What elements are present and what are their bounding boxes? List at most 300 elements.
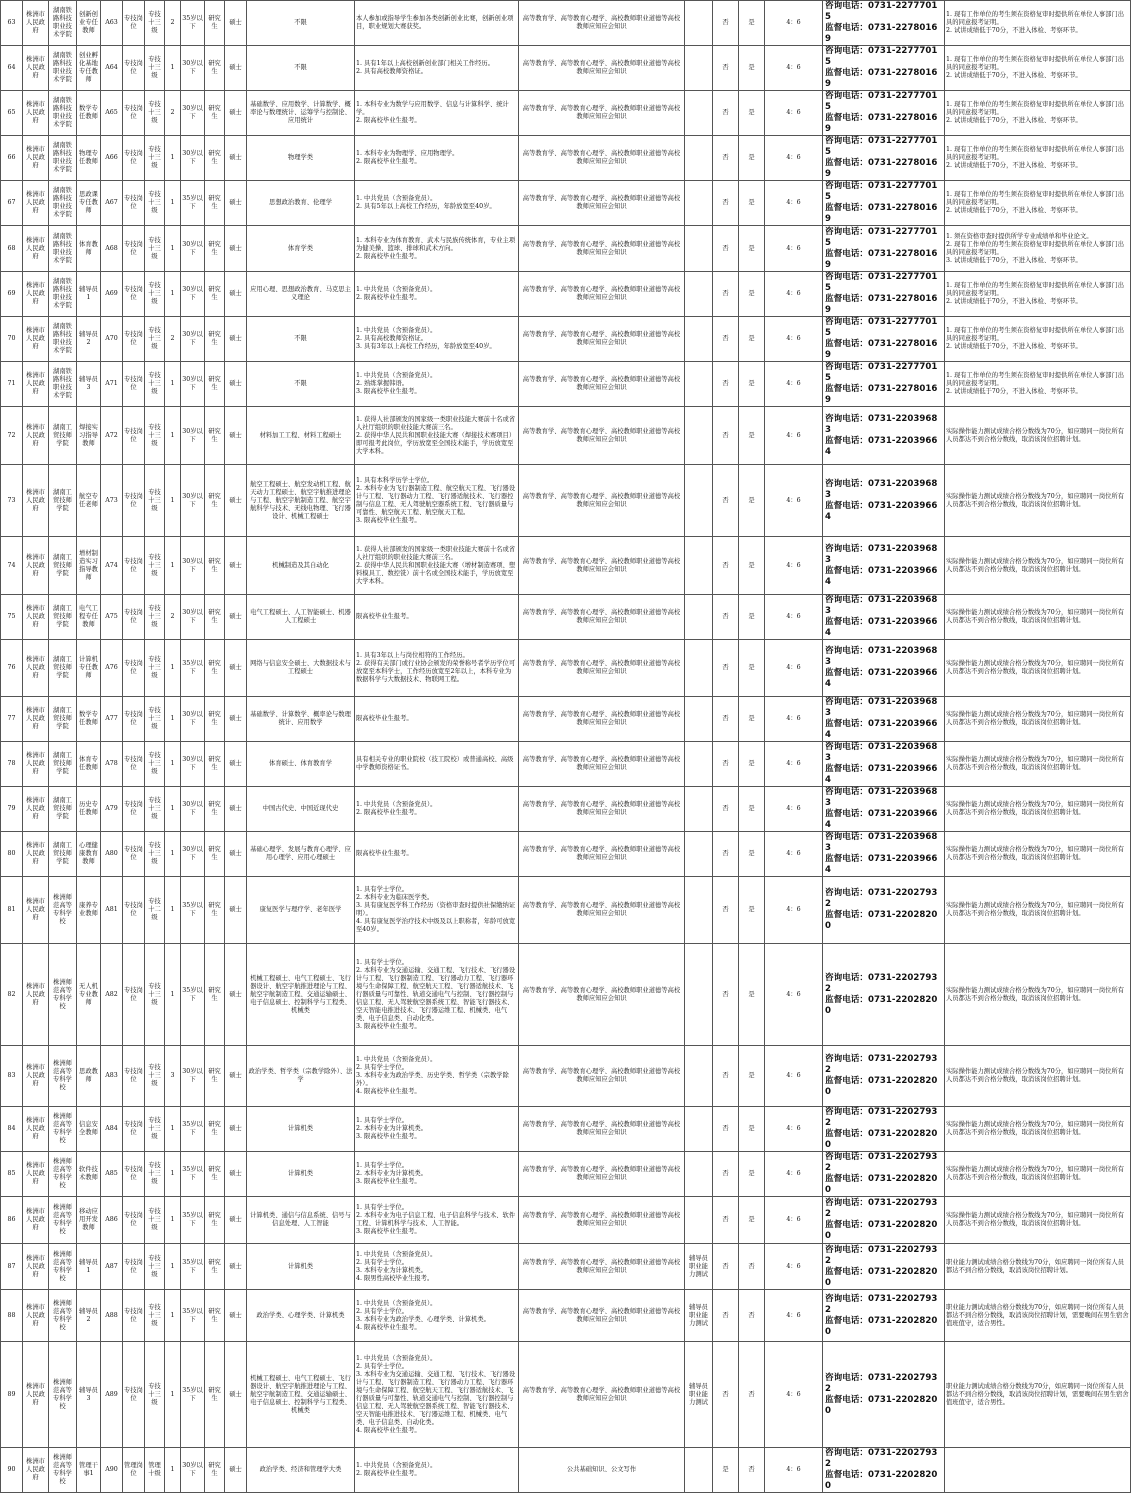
- major-requirement: 物理学类: [247, 136, 355, 181]
- contact-phones-line: 咨询电话：0731-22777015: [825, 181, 938, 202]
- major-requirement: 中国古代史、中国近现代史: [247, 787, 355, 832]
- education-requirement: 研究生: [205, 1107, 225, 1152]
- remarks-line: 实际操作能力测试成绩合格分数线为70分，如应聘同一岗位所有人员都达不到合格分数线，取消该岗位招聘计划。: [946, 1212, 1125, 1227]
- employer-unit: 株洲师范高等专科学校: [49, 877, 77, 944]
- exam-content: 高等教育学、高等教育心理学、高校教师职业道德等高校教师应知应会知识: [519, 1, 685, 46]
- skill-test: 辅导员职业能力测试: [685, 1342, 713, 1448]
- other-requirements: [355, 1046, 519, 1107]
- position-type: 专技岗位: [123, 1107, 145, 1152]
- row-number: 77: [1, 697, 23, 742]
- table-row: [1, 595, 1131, 640]
- position-type: 管理岗位: [123, 1448, 145, 1493]
- other-requirements-line: 2. 本科专业为交通运输、交通工程、飞行技术、飞行器设计与工程、飞行器制造工程、飞行器动力工程、飞行器环境与生命保障工程、航空航天工程、飞行器适航技术、飞行器质量与可靠性、轨道交通电气与控制、飞行器控制与信息工程、无人驾驶航空器系统工程、智能飞行器技术、空天智能电推进技术、飞行器运维工程、机械类、电气类、电子信息类、自动化类。: [356, 966, 516, 1022]
- major-requirement: 计算机类: [247, 1244, 355, 1290]
- position-level: 专技十三级: [145, 181, 165, 226]
- other-requirements-line: 1. 中共党员（含预备党员）。: [356, 327, 437, 334]
- exam-content: 高等教育学、高等教育心理学、高校教师职业道德等高校教师应知应会知识: [519, 697, 685, 742]
- open-exam: 否: [713, 595, 739, 640]
- hiring-authority: 株洲市人民政府: [23, 640, 49, 697]
- position-level: 专技十三级: [145, 1107, 165, 1152]
- position-level: 专技十三级: [145, 272, 165, 317]
- position-type: 专技岗位: [123, 742, 145, 787]
- table-row: [1, 91, 1131, 136]
- position-level: 专技十三级: [145, 226, 165, 272]
- position-name: 心理健康教育教师: [77, 832, 101, 877]
- exam-content: 高等教育学、高等教育心理学、高校教师职业道德等高校教师应知应会知识: [519, 595, 685, 640]
- contact-phones-line: 监督电话：0731-22780169: [825, 68, 938, 89]
- position-name: 辅导员3: [77, 1342, 101, 1448]
- skill-test: [685, 91, 713, 136]
- other-requirements-line: 2. 获得中华人民共和国职业技能大赛（增材制造赛项、塑料模具工、数控铣）前十名或全国技术能手，学历放宽至大学本科。: [356, 561, 516, 585]
- interview-flag: 是: [739, 832, 765, 877]
- position-code: A77: [101, 697, 123, 742]
- age-limit: 30岁以下: [181, 537, 205, 595]
- table-row: [1, 181, 1131, 226]
- hiring-authority: 株洲市人民政府: [23, 1290, 49, 1342]
- employer-unit: 湖南铁路科技职业技术学院: [49, 317, 77, 362]
- position-type: 专技岗位: [123, 46, 145, 91]
- contact-phones-line: 监督电话：0731-22780169: [825, 158, 938, 179]
- major-requirement: 政治学类、心理学类、计算机类: [247, 1290, 355, 1342]
- age-limit: 30岁以下: [181, 272, 205, 317]
- hiring-authority: 株洲市人民政府: [23, 465, 49, 537]
- position-level: 管理十级: [145, 1448, 165, 1493]
- other-requirements-line: 3. 限高校毕业生报考。: [356, 516, 421, 524]
- row-number: 67: [1, 181, 23, 226]
- score-ratio: 4：6: [765, 317, 823, 362]
- position-level: 专技十三级: [145, 1290, 165, 1342]
- row-number: 78: [1, 742, 23, 787]
- other-requirements-line: 3. 限高校毕业生报考。: [356, 1022, 421, 1030]
- employer-unit: 湖南工贸技师学院: [49, 595, 77, 640]
- other-requirements-line: 1. 中共党员（含预备党员）。: [356, 1250, 437, 1258]
- hiring-authority: 株洲市人民政府: [23, 407, 49, 465]
- age-limit: 30岁以下: [181, 742, 205, 787]
- score-ratio: 4：6: [765, 1342, 823, 1448]
- position-type: 专技岗位: [123, 226, 145, 272]
- position-level: 专技十三级: [145, 787, 165, 832]
- remarks-line: 实际操作能力测试成绩合格分数线为70分，如应聘同一岗位所有人员都达不到合格分数线，取消该岗位招聘计划。: [946, 711, 1125, 726]
- hiring-authority: 株洲市人民政府: [23, 832, 49, 877]
- contact-phones: [823, 1, 945, 46]
- score-ratio: 4：6: [765, 640, 823, 697]
- score-ratio: 4：6: [765, 832, 823, 877]
- skill-test: [685, 944, 713, 1046]
- other-requirements-line: 3. 具有康复医学科工作经历（资格审查时提供社保缴纳证明）。: [356, 902, 516, 917]
- open-exam: 否: [713, 136, 739, 181]
- remarks: [945, 1046, 1131, 1107]
- hire-count: 1: [165, 226, 181, 272]
- remarks-line: 实际操作能力测试成绩合格分数线为70分，如应聘同一岗位所有人员都达不到合格分数线，取消该岗位招聘计划。: [946, 756, 1125, 771]
- other-requirements: [355, 181, 519, 226]
- row-number: 81: [1, 877, 23, 944]
- position-level: 专技十三级: [145, 944, 165, 1046]
- employer-unit: 湖南工贸技师学院: [49, 537, 77, 595]
- other-requirements: [355, 407, 519, 465]
- employer-unit: 株洲师范高等专科学校: [49, 1342, 77, 1448]
- hiring-authority: 株洲市人民政府: [23, 537, 49, 595]
- position-name: 辅导员1: [77, 1244, 101, 1290]
- education-requirement: 研究生: [205, 317, 225, 362]
- position-code: A80: [101, 832, 123, 877]
- skill-test: [685, 46, 713, 91]
- other-requirements-line: 2. 限高校毕业生报考。: [356, 1470, 421, 1477]
- open-exam: 否: [713, 465, 739, 537]
- contact-phones-line: 咨询电话：0731-22777015: [825, 46, 938, 67]
- remarks-line: 2. 试讲成绩低于70分，不进入体检、考察环节。: [946, 388, 1082, 395]
- hiring-authority: 株洲市人民政府: [23, 1046, 49, 1107]
- hire-count: 1: [165, 1197, 181, 1244]
- degree-requirement: 硕士: [225, 1244, 247, 1290]
- row-number: 86: [1, 1197, 23, 1244]
- other-requirements: [355, 1244, 519, 1290]
- other-requirements: [355, 362, 519, 407]
- other-requirements-line: 1. 本科专业为物理学、应用物理学。: [356, 150, 459, 157]
- contact-phones-line: 咨询电话：0731-22777015: [825, 136, 938, 157]
- other-requirements: [355, 877, 519, 944]
- position-type: 专技岗位: [123, 537, 145, 595]
- other-requirements-line: 1. 获得人社部颁发的国家级一类职业技能大赛前十名或省人社厅组织的职业技能大赛前三名。: [356, 545, 516, 561]
- contact-phones: [823, 787, 945, 832]
- major-requirement: 不限: [247, 1, 355, 46]
- row-number: 66: [1, 136, 23, 181]
- other-requirements-line: 1. 具有学士学位。: [356, 958, 409, 966]
- degree-requirement: 硕士: [225, 787, 247, 832]
- contact-phones: [823, 1046, 945, 1107]
- exam-content: 高等教育学、高等教育心理学、高校教师职业道德等高校教师应知应会知识: [519, 1046, 685, 1107]
- other-requirements-line: 3. 本科专业为政治学类、心理学类、计算机类。: [356, 1315, 490, 1323]
- interview-flag: 是: [739, 877, 765, 944]
- degree-requirement: 硕士: [225, 1, 247, 46]
- age-limit: 35岁以下: [181, 640, 205, 697]
- contact-phones-line: 监督电话：0731-22028200: [825, 910, 938, 931]
- contact-phones-line: 监督电话：0731-22039664: [825, 565, 938, 587]
- interview-flag: 是: [739, 1197, 765, 1244]
- age-limit: 35岁以下: [181, 1107, 205, 1152]
- employer-unit: 湖南铁路科技职业技术学院: [49, 136, 77, 181]
- education-requirement: 研究生: [205, 272, 225, 317]
- other-requirements-line: 4. 具有康复医学治疗技术中级及以上职称者，年龄可放宽至40岁。: [356, 918, 516, 933]
- hire-count: 1: [165, 181, 181, 226]
- major-requirement: 计算机类、通信与信息系统、信号与信息处理、人工智能: [247, 1197, 355, 1244]
- contact-phones-line: 监督电话：0731-22028200: [825, 1220, 938, 1241]
- contact-phones-line: 监督电话：0731-22028200: [825, 1076, 938, 1097]
- other-requirements: [355, 226, 519, 272]
- hiring-authority: 株洲市人民政府: [23, 272, 49, 317]
- education-requirement: 研究生: [205, 537, 225, 595]
- employer-unit: 湖南铁路科技职业技术学院: [49, 362, 77, 407]
- education-requirement: 研究生: [205, 362, 225, 407]
- interview-flag: 否: [739, 1342, 765, 1448]
- other-requirements-line: 2. 具有学士学位。: [356, 1307, 409, 1315]
- remarks: [945, 1107, 1131, 1152]
- remarks-line: 实际操作能力测试成绩合格分数线为70分，如应聘同一岗位所有人员都达不到合格分数线，取消该岗位招聘计划。: [946, 492, 1125, 508]
- position-type: 专技岗位: [123, 1197, 145, 1244]
- contact-phones-line: 咨询电话：0731-22039683: [825, 413, 938, 435]
- position-name: 物理专任教师: [77, 136, 101, 181]
- contact-phones-line: 咨询电话：0731-22027932: [825, 1107, 938, 1128]
- other-requirements: [355, 317, 519, 362]
- other-requirements-line: 1. 具有学士学位。: [356, 886, 409, 893]
- position-type: 专技岗位: [123, 832, 145, 877]
- row-number: 88: [1, 1290, 23, 1342]
- remarks-line: 实际操作能力测试成绩合格分数线为70分，如应聘同一岗位所有人员都达不到合格分数线，取消该岗位招聘计划。: [946, 660, 1125, 675]
- hire-count: 1: [165, 272, 181, 317]
- major-requirement: 体育硕士、体育教育学: [247, 742, 355, 787]
- degree-requirement: 硕士: [225, 1342, 247, 1448]
- other-requirements-line: 1. 具有学士学位。: [356, 1204, 409, 1211]
- exam-content: 高等教育学、高等教育心理学、高校教师职业道德等高校教师应知应会知识: [519, 226, 685, 272]
- degree-requirement: 硕士: [225, 697, 247, 742]
- contact-phones: [823, 272, 945, 317]
- score-ratio: 4：6: [765, 1152, 823, 1197]
- other-requirements: [355, 1197, 519, 1244]
- education-requirement: 研究生: [205, 1152, 225, 1197]
- score-ratio: 4：6: [765, 362, 823, 407]
- major-requirement: 机械制造及其自动化: [247, 537, 355, 595]
- other-requirements-line: 1. 获得人社部颁发的国家级一类职业技能大赛前十名或省人社厅组织的职业技能大赛前三名。: [356, 415, 516, 431]
- other-requirements: [355, 1290, 519, 1342]
- contact-phones-line: 咨询电话：0731-22777015: [825, 91, 938, 112]
- position-level: 专技十三级: [145, 317, 165, 362]
- contact-phones-line: 监督电话：0731-22028200: [825, 994, 938, 1016]
- degree-requirement: 硕士: [225, 944, 247, 1046]
- row-number: 90: [1, 1448, 23, 1493]
- remarks: [945, 1448, 1131, 1493]
- remarks-line: 1. 现有工作单位的考生须在资格复审时提供所在单位人事部门出具的同意报考证明。: [946, 372, 1125, 387]
- position-level: 专技十三级: [145, 1152, 165, 1197]
- position-type: 专技岗位: [123, 1290, 145, 1342]
- other-requirements-line: 3. 限高校毕业生报考。: [356, 1133, 421, 1140]
- degree-requirement: 硕士: [225, 832, 247, 877]
- other-requirements-line: 1. 中共党员（含预备党员）。: [356, 1462, 437, 1469]
- skill-test: [685, 640, 713, 697]
- table-row: [1, 1448, 1131, 1493]
- position-code: A64: [101, 46, 123, 91]
- remarks-line: 1. 现有工作单位的考生须在资格复审时提供所在单位人事部门出具的同意报考证明。: [946, 56, 1125, 71]
- position-name: 创新创业专任教师: [77, 1, 101, 46]
- row-number: 79: [1, 787, 23, 832]
- position-level: 专技十三级: [145, 537, 165, 595]
- skill-test: [685, 181, 713, 226]
- other-requirements-line: 2. 限高校毕业生报考。: [356, 158, 421, 165]
- hiring-authority: 株洲市人民政府: [23, 1448, 49, 1493]
- position-code: A89: [101, 1342, 123, 1448]
- major-requirement: 基础心理学、发展与教育心理学、应用心理学、应用心理硕士: [247, 832, 355, 877]
- education-requirement: 研究生: [205, 46, 225, 91]
- score-ratio: 4：6: [765, 877, 823, 944]
- interview-flag: 是: [739, 1107, 765, 1152]
- major-requirement: 网络与信息安全硕士、大数据技术与工程硕士: [247, 640, 355, 697]
- open-exam: 否: [713, 877, 739, 944]
- hiring-authority: 株洲市人民政府: [23, 226, 49, 272]
- major-requirement: 政治学类、经济和管理学大类: [247, 1448, 355, 1493]
- employer-unit: 湖南铁路科技职业技术学院: [49, 46, 77, 91]
- contact-phones-line: 监督电话：0731-22028200: [825, 1394, 938, 1416]
- row-number: 74: [1, 537, 23, 595]
- open-exam: 否: [713, 1107, 739, 1152]
- remarks-line: 2. 现有工作单位的考生须在资格复审时提供所在单位人事部门出具的同意报考证明。: [946, 240, 1125, 256]
- position-name: 思政课专任教师: [77, 181, 101, 226]
- exam-content: 高等教育学、高等教育心理学、高校教师职业道德等高校教师应知应会知识: [519, 465, 685, 537]
- score-ratio: 4：6: [765, 1, 823, 46]
- other-requirements-line: 3. 本科专业为政治学类、历史学类、哲学类（宗教学除外）。: [356, 1072, 509, 1087]
- degree-requirement: 硕士: [225, 1448, 247, 1493]
- degree-requirement: 硕士: [225, 1197, 247, 1244]
- degree-requirement: 硕士: [225, 742, 247, 787]
- position-level: 专技十三级: [145, 832, 165, 877]
- position-name: 创业孵化基地专任教师: [77, 46, 101, 91]
- hire-count: 1: [165, 1448, 181, 1493]
- other-requirements-line: 本人参加或指导学生参加各类创新创业比赛，创新创业项目，职业规划大赛获奖。: [356, 15, 514, 30]
- other-requirements-line: 1. 具有学士学位。: [356, 1117, 409, 1124]
- hire-count: 1: [165, 1152, 181, 1197]
- exam-content: 高等教育学、高等教育心理学、高校教师职业道德等高校教师应知应会知识: [519, 362, 685, 407]
- hire-count: 1: [165, 742, 181, 787]
- score-ratio: 4：6: [765, 944, 823, 1046]
- table-row: [1, 877, 1131, 944]
- remarks: [945, 944, 1131, 1046]
- interview-flag: 是: [739, 595, 765, 640]
- score-ratio: 4：6: [765, 407, 823, 465]
- major-requirement: 电气工程硕士、人工智能硕士、机器人工程硕士: [247, 595, 355, 640]
- skill-test: [685, 742, 713, 787]
- contact-phones-line: 咨询电话：0731-22039683: [825, 787, 938, 808]
- major-requirement: 思想政治教育、伦理学: [247, 181, 355, 226]
- position-name: 增材制造实习指导教师: [77, 537, 101, 595]
- position-name: 辅导员2: [77, 1290, 101, 1342]
- position-level: 专技十三级: [145, 136, 165, 181]
- other-requirements: [355, 697, 519, 742]
- remarks-line: 实际操作能力测试成绩合格分数线为70分，如应聘同一岗位所有人员都达不到合格分数线，取消该岗位招聘计划。: [946, 427, 1125, 443]
- interview-flag: 是: [739, 317, 765, 362]
- exam-content: 高等教育学、高等教育心理学、高校教师职业道德等高校教师应知应会知识: [519, 1342, 685, 1448]
- remarks-line: 实际操作能力测试成绩合格分数线为70分，如应聘同一岗位所有人员都达不到合格分数线，取消该岗位招聘计划。: [946, 902, 1125, 917]
- contact-phones-line: 咨询电话：0731-22039683: [825, 832, 938, 853]
- degree-requirement: 硕士: [225, 181, 247, 226]
- hiring-authority: 株洲市人民政府: [23, 136, 49, 181]
- contact-phones-line: 监督电话：0731-22039664: [825, 719, 938, 740]
- education-requirement: 研究生: [205, 1244, 225, 1290]
- hiring-authority: 株洲市人民政府: [23, 46, 49, 91]
- exam-content: 高等教育学、高等教育心理学、高校教师职业道德等高校教师应知应会知识: [519, 640, 685, 697]
- degree-requirement: 硕士: [225, 1107, 247, 1152]
- remarks: [945, 1197, 1131, 1244]
- contact-phones: [823, 877, 945, 944]
- age-limit: 35岁以下: [181, 1, 205, 46]
- open-exam: 否: [713, 317, 739, 362]
- remarks-line: 2. 试讲成绩低于70分，不进入体检、考察环节。: [946, 117, 1082, 124]
- open-exam: 否: [713, 742, 739, 787]
- open-exam: 否: [713, 226, 739, 272]
- remarks-line: 实际操作能力测试成绩合格分数线为70分，如应聘同一岗位所有人员都达不到合格分数线，取消该岗位招聘计划。: [946, 557, 1125, 573]
- employer-unit: 株洲师范高等专科学校: [49, 1046, 77, 1107]
- hiring-authority: 株洲市人民政府: [23, 1342, 49, 1448]
- age-limit: 30岁以下: [181, 697, 205, 742]
- position-code: A63: [101, 1, 123, 46]
- other-requirements-line: 2. 限高校毕业生报考。: [356, 809, 421, 816]
- exam-content: 高等教育学、高等教育心理学、高校教师职业道德等高校教师应知应会知识: [519, 1152, 685, 1197]
- degree-requirement: 硕士: [225, 362, 247, 407]
- score-ratio: 4：6: [765, 1448, 823, 1493]
- skill-test: [685, 832, 713, 877]
- contact-phones: [823, 537, 945, 595]
- table-body: [1, 1, 1131, 1493]
- contact-phones-line: 监督电话：0731-22028200: [825, 1129, 938, 1150]
- position-level: 专技十三级: [145, 1244, 165, 1290]
- position-type: 专技岗位: [123, 697, 145, 742]
- other-requirements-line: 1. 本科专业为体育教育、武术与民族传统体育，专业主项为健美操、篮球、排球和武术方向。: [356, 236, 516, 252]
- hiring-authority: 株洲市人民政府: [23, 1152, 49, 1197]
- major-requirement: 计算机类: [247, 1152, 355, 1197]
- degree-requirement: 硕士: [225, 1046, 247, 1107]
- contact-phones-line: 监督电话：0731-22028200: [825, 1174, 938, 1195]
- other-requirements-line: 2. 本科专业为计算机类。: [356, 1170, 427, 1177]
- position-name: 历史专任教师: [77, 787, 101, 832]
- open-exam: 否: [713, 1152, 739, 1197]
- remarks: [945, 46, 1131, 91]
- skill-test: 辅导员职业能力测试: [685, 1290, 713, 1342]
- interview-flag: 是: [739, 742, 765, 787]
- age-limit: 30岁以下: [181, 226, 205, 272]
- major-requirement: 不限: [247, 362, 355, 407]
- skill-test: 辅导员职业能力测试: [685, 1244, 713, 1290]
- hire-count: 1: [165, 1244, 181, 1290]
- employer-unit: 湖南工贸技师学院: [49, 832, 77, 877]
- score-ratio: 4：6: [765, 1290, 823, 1342]
- contact-phones-line: 监督电话：0731-22780169: [825, 203, 938, 224]
- age-limit: 30岁以下: [181, 362, 205, 407]
- position-code: A78: [101, 742, 123, 787]
- contact-phones-line: 监督电话：0731-22780169: [825, 384, 938, 405]
- contact-phones: [823, 1197, 945, 1244]
- position-name: 无人机专业教师: [77, 944, 101, 1046]
- open-exam: 否: [713, 1290, 739, 1342]
- other-requirements: [355, 91, 519, 136]
- other-requirements: [355, 1152, 519, 1197]
- age-limit: 30岁以下: [181, 46, 205, 91]
- contact-phones-line: 咨询电话：0731-22027932: [825, 1293, 938, 1315]
- remarks-line: 职业能力测试成绩合格分数线为70分，如应聘同一岗位所有人员都达不到合格分数线，取消该岗位招聘计划，需要晚间在男生宿舍值班值守，适合男性。: [946, 1303, 1129, 1327]
- contact-phones-line: 咨询电话：0731-22039683: [825, 646, 938, 667]
- contact-phones-line: 咨询电话：0731-22039683: [825, 697, 938, 718]
- other-requirements-line: 2. 获得中华人民共和国职业技能大赛（焊接技术赛项目）即可报考此岗位，学历放宽至全国技术能手，学历放宽至大学本科。: [356, 431, 516, 455]
- hire-count: 2: [165, 595, 181, 640]
- interview-flag: 是: [739, 136, 765, 181]
- contact-phones-line: 咨询电话：0731-22039683: [825, 595, 938, 616]
- exam-content: 高等教育学、高等教育心理学、高校教师职业道德等高校教师应知应会知识: [519, 742, 685, 787]
- employer-unit: 湖南工贸技师学院: [49, 640, 77, 697]
- remarks-line: 1. 须在资格审查时提供所学专业成绩单和毕业论文。: [946, 232, 1093, 240]
- skill-test: [685, 317, 713, 362]
- contact-phones: [823, 407, 945, 465]
- contact-phones-line: 咨询电话：0731-22027932: [825, 1448, 938, 1469]
- other-requirements-line: 2. 本科专业为电子信息工程、电子信息科学与技术、软件工程、计算机科学与技术、人工智能。: [356, 1212, 516, 1227]
- position-code: A90: [101, 1448, 123, 1493]
- remarks-line: 实际操作能力测试成绩合格分数线为70分，如应聘同一岗位所有人员都达不到合格分数线，取消该岗位招聘计划。: [946, 609, 1125, 624]
- interview-flag: 是: [739, 537, 765, 595]
- score-ratio: 4：6: [765, 136, 823, 181]
- remarks-line: 1. 现有工作单位的考生须在资格复审时提供所在单位人事部门出具的同意报考证明。: [946, 282, 1125, 297]
- education-requirement: 研究生: [205, 1046, 225, 1107]
- contact-phones: [823, 697, 945, 742]
- other-requirements-line: 2. 具有学士学位。: [356, 1258, 409, 1266]
- open-exam: 否: [713, 1, 739, 46]
- open-exam: 否: [713, 1197, 739, 1244]
- position-level: 专技十三级: [145, 697, 165, 742]
- other-requirements-line: 2. 获得有关部门或行业协会颁发的荣誉称号者学历学位可放宽至本科学士，工作经历放宽至2年以上，本科专业为数据科学与大数据技术、物联网工程。: [356, 660, 516, 683]
- position-name: 数学专任教师: [77, 697, 101, 742]
